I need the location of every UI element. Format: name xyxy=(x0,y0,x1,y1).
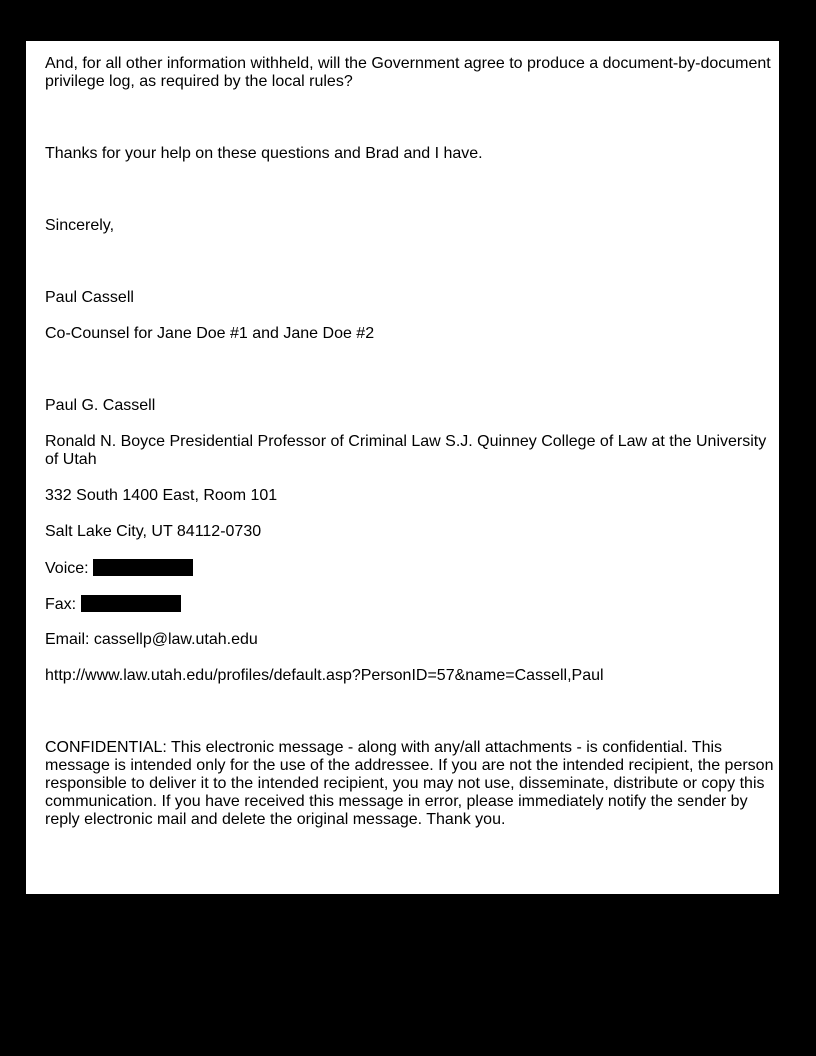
signature-name: Paul G. Cassell xyxy=(45,397,156,414)
closing-line: Sincerely, xyxy=(45,217,115,234)
fax-label: Fax: xyxy=(45,596,77,613)
fax-redaction xyxy=(81,595,181,612)
signature-title: Ronald N. Boyce Presidential Professor of Criminal Law S.J. Quinney College of Law at the University of Utah xyxy=(45,433,767,468)
sender-name: Paul Cassell xyxy=(45,289,134,306)
address-street: 332 South 1400 East, Room 101 xyxy=(45,487,278,504)
voice-line xyxy=(45,559,775,578)
address-city: Salt Lake City, UT 84112-0730 xyxy=(45,523,262,540)
fax-line xyxy=(45,595,775,614)
profile-url: http://www.law.utah.edu/profiles/default.asp?PersonID=57&name=Cassell,Paul xyxy=(45,667,604,684)
email-address: cassellp@law.utah.edu xyxy=(93,631,258,648)
email-line xyxy=(45,631,775,649)
privilege-log-question: And, for all other information withheld, will the Government agree to produce a document-by-document privilege log, as required by the local rules? xyxy=(45,55,771,90)
sender-role: Co-Counsel for Jane Doe #1 and Jane Doe #2 xyxy=(45,325,375,342)
voice-label: Voice: xyxy=(45,560,89,577)
voice-redaction xyxy=(93,559,193,576)
email-label: Email: xyxy=(45,631,90,648)
confidentiality-notice: CONFIDENTIAL: This electronic message - along with any/all attachments - is confidential. This message is intended only for the use of the addressee. If you are not the intended recipient, the person responsible to deliver it to the intended recipient, you may not use, disseminate, distribute or copy this communication. If you have received this message in error, please immediately notify the sender by reply electronic mail and delete the original message. Thank you. xyxy=(45,739,774,828)
thanks-line: Thanks for your help on these questions and Brad and I have. xyxy=(45,145,483,162)
document-page xyxy=(26,41,779,894)
